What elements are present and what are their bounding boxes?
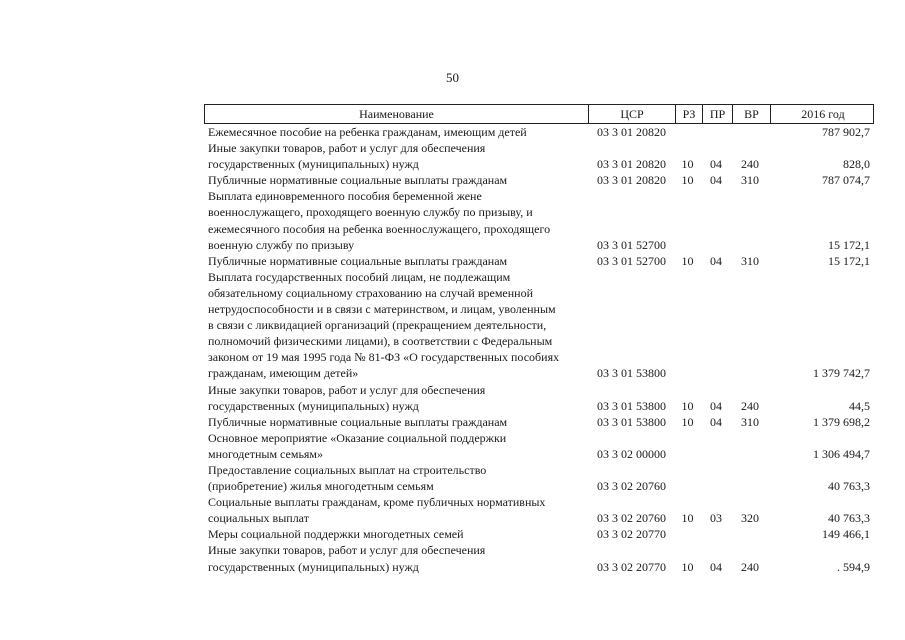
table-header	[204, 104, 874, 124]
row-sum: . 594,9	[837, 559, 870, 574]
table-row	[204, 494, 874, 526]
row-pr: 04	[710, 157, 722, 172]
row-vr: 240	[741, 398, 759, 413]
row-csr: 03 3 02 20770	[597, 527, 666, 542]
row-name: Публичные нормативные социальные выплаты гражданам	[208, 173, 508, 188]
row-rz: 10	[681, 398, 694, 413]
row-name: Основное мероприятие «Оказание социальной поддержки многодетным семьям»	[208, 430, 507, 461]
row-name: Иные закупки товаров, работ и услуг для обеспечения государственных (муниципальных) нужд	[208, 543, 486, 574]
row-csr: 03 3 01 20820	[597, 173, 666, 188]
row-sum: 15 172,1	[828, 253, 870, 268]
row-name: Меры социальной поддержки многодетных семей	[208, 527, 464, 542]
row-sum: 787 074,7	[822, 173, 870, 188]
row-sum: 828,0	[843, 157, 870, 172]
row-csr: 03 3 01 52700	[597, 253, 666, 268]
row-name: Публичные нормативные социальные выплаты гражданам	[208, 414, 508, 429]
table-row	[204, 414, 874, 430]
row-name: Выплата государственных пособий лицам, не подлежащим обязательному социальному страхованию на случай временной нетрудоспособности и в связи с материнством, и лицам, уволенным в связи с ликвидацией организаций (прекращением деятельности, полномочий физическими лицами), в соответствии с Федеральным законом от 19 мая 1995 года № 81-ФЗ «О государственных пособиях гражданам, имеющим детей»	[208, 269, 560, 381]
row-csr: 03 3 01 53800	[597, 366, 666, 381]
row-name: Социальные выплаты гражданам, кроме публичных нормативных социальных выплат	[208, 495, 546, 526]
row-pr: 04	[710, 414, 722, 429]
row-rz: 10	[681, 414, 694, 429]
row-csr: 03 3 02 20760	[597, 511, 666, 526]
table-row	[204, 382, 874, 414]
row-name: Предоставление социальных выплат на строительство (приобретение) жилья многодетным семьям	[208, 462, 487, 494]
header-year: 2016 год	[770, 105, 875, 123]
header-csr: ЦСР	[588, 105, 675, 123]
table-row	[204, 526, 874, 542]
row-csr: 03 3 01 20820	[597, 157, 666, 172]
table-row	[204, 269, 874, 382]
table-row	[204, 188, 874, 252]
row-csr: 03 3 01 53800	[597, 414, 666, 429]
row-rz: 10	[681, 511, 694, 526]
row-vr: 320	[741, 511, 759, 526]
row-csr: 03 3 01 53800	[597, 398, 666, 413]
page-number: 50	[446, 70, 459, 85]
table-body	[204, 124, 874, 575]
row-vr: 240	[741, 559, 759, 574]
row-csr: 03 3 02 20760	[597, 479, 666, 494]
row-sum: 40 763,3	[828, 479, 870, 494]
row-vr: 310	[741, 173, 759, 188]
row-csr: 03 3 01 20820	[597, 125, 666, 139]
row-rz: 10	[681, 157, 694, 172]
row-vr: 240	[741, 157, 759, 172]
row-sum: 15 172,1	[828, 237, 870, 252]
row-sum: 40 763,3	[828, 511, 870, 526]
row-pr: 04	[710, 559, 722, 574]
header-vr: ВР	[732, 105, 770, 123]
row-name: Ежемесячное пособие на ребенка гражданам, имеющим детей	[208, 125, 527, 139]
row-vr: 310	[741, 253, 759, 268]
table-row	[204, 430, 874, 462]
row-rz: 10	[681, 173, 694, 188]
row-sum: 1 379 698,2	[813, 414, 870, 429]
row-rz: 10	[681, 253, 694, 268]
header-pr: ПР	[702, 105, 732, 123]
row-name: Иные закупки товаров, работ и услуг для обеспечения государственных (муниципальных) нужд	[208, 141, 486, 172]
row-name: Иные закупки товаров, работ и услуг для обеспечения государственных (муниципальных) нужд	[208, 382, 486, 413]
row-csr: 03 3 01 52700	[597, 237, 666, 252]
table-row	[204, 172, 874, 188]
row-sum: 1 379 742,7	[813, 366, 870, 381]
row-sum: 44,5	[849, 398, 870, 413]
row-pr: 03	[710, 511, 722, 526]
row-name: Выплата единовременного пособия беременной жене военнослужащего, проходящего военную службу по призыву, и ежемесячного пособия на ребенка военнослужащего, проходящего военную службу по призыву	[208, 189, 551, 252]
row-rz: 10	[681, 559, 694, 574]
row-sum: 1 306 494,7	[813, 446, 870, 461]
row-pr: 04	[710, 398, 722, 413]
table-row	[204, 462, 874, 494]
row-sum: 787 902,7	[822, 125, 870, 139]
budget-table	[204, 104, 874, 575]
table-row	[204, 124, 874, 140]
table-row	[204, 140, 874, 172]
row-csr: 03 3 02 00000	[597, 446, 666, 461]
table-row	[204, 542, 874, 574]
row-vr: 310	[741, 414, 759, 429]
header-name: Наименование	[359, 107, 434, 121]
row-pr: 04	[710, 253, 722, 268]
row-pr: 04	[710, 173, 722, 188]
row-sum: 149 466,1	[822, 527, 870, 542]
row-name: Публичные нормативные социальные выплаты гражданам	[208, 253, 508, 268]
row-csr: 03 3 02 20770	[597, 559, 666, 574]
header-rz: РЗ	[675, 105, 702, 123]
table-row	[204, 253, 874, 269]
